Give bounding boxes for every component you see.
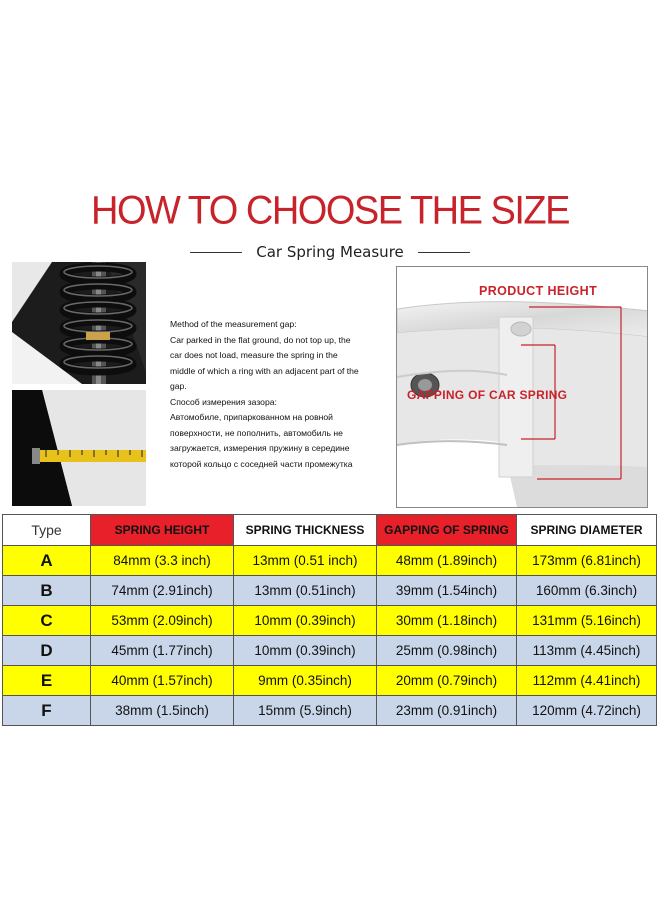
row-gapping: 30mm (1.18inch)	[377, 606, 517, 636]
row-type: F	[3, 696, 91, 726]
method-line: Car parked in the flat ground, do not top up, the	[170, 334, 351, 345]
subtitle-divider-left	[190, 252, 242, 253]
page-title: HOW TO CHOOSE THE SIZE	[91, 188, 569, 234]
header-spring-thickness: SPRING THICKNESS	[234, 515, 377, 546]
row-diameter: 120mm (4.72inch)	[517, 696, 657, 726]
product-height-label: PRODUCT HEIGHT	[479, 284, 598, 298]
spring-photo	[12, 262, 146, 384]
method-line: Автомобиле, припаркованном на ровной	[170, 412, 333, 422]
row-spring-height: 45mm (1.77inch)	[91, 636, 234, 666]
row-diameter: 160mm (6.3inch)	[517, 576, 657, 606]
method-line: car does not load, measure the spring in the	[170, 350, 338, 360]
row-type: E	[3, 666, 91, 696]
row-spring-height: 84mm (3.3 inch)	[91, 546, 234, 576]
row-type: D	[3, 636, 91, 666]
method-line: Способ измерения зазора:	[170, 396, 277, 407]
size-table	[2, 514, 657, 726]
table-row	[3, 546, 657, 576]
coil-spring-icon	[12, 262, 146, 384]
header-type: Type	[3, 515, 91, 546]
row-spring-thickness: 15mm (5.9inch)	[234, 696, 377, 726]
header-spring-diameter: SPRING DIAMETER	[517, 515, 657, 546]
row-spring-thickness: 10mm (0.39inch)	[234, 606, 377, 636]
method-line: middle of which a ring with an adjacent part of the	[170, 365, 359, 376]
row-diameter: 131mm (5.16inch)	[517, 606, 657, 636]
row-type: B	[3, 576, 91, 606]
table-header-row	[3, 515, 657, 546]
row-gapping: 39mm (1.54inch)	[377, 576, 517, 606]
table-row	[3, 666, 657, 696]
row-type: A	[3, 546, 91, 576]
row-spring-height: 40mm (1.57inch)	[91, 666, 234, 696]
row-diameter: 112mm (4.41inch)	[517, 666, 657, 696]
header-spring-height: SPRING HEIGHT	[91, 515, 234, 546]
row-spring-thickness: 13mm (0.51inch)	[234, 576, 377, 606]
method-line: поверхности, не пополнить, автомобиль не	[170, 427, 343, 438]
row-diameter: 113mm (4.45inch)	[517, 636, 657, 666]
spring-spacer-diagram	[396, 266, 648, 508]
row-spring-thickness: 13mm (0.51 inch)	[234, 546, 377, 576]
row-gapping: 23mm (0.91inch)	[377, 696, 517, 726]
method-line: загружается, измерения пружину в середине	[170, 443, 350, 453]
tape-measure-photo	[12, 390, 146, 506]
row-gapping: 25mm (0.98inch)	[377, 636, 517, 666]
row-spring-height: 74mm (2.91inch)	[91, 576, 234, 606]
table-row	[3, 576, 657, 606]
table-row	[3, 636, 657, 666]
header-gapping-of-spring: GAPPING OF SPRING	[377, 515, 517, 546]
subtitle-divider-right	[418, 252, 470, 253]
gapping-label: GAPPING OF CAR SPRING	[407, 388, 568, 402]
row-gapping: 48mm (1.89inch)	[377, 546, 517, 576]
method-line: Method of the measurement gap:	[170, 319, 297, 329]
measurement-method-text	[170, 317, 392, 472]
row-spring-height: 53mm (2.09inch)	[91, 606, 234, 636]
row-spring-height: 38mm (1.5inch)	[91, 696, 234, 726]
row-diameter: 173mm (6.81inch)	[517, 546, 657, 576]
tape-measure-icon	[12, 390, 146, 506]
method-line: которой кольцо с соседней части промежутка	[170, 458, 353, 469]
row-spring-thickness: 10mm (0.39inch)	[234, 636, 377, 666]
subtitle-row	[190, 242, 470, 262]
subtitle: Car Spring Measure	[256, 243, 404, 261]
row-spring-thickness: 9mm (0.35inch)	[234, 666, 377, 696]
method-line: gap.	[170, 381, 187, 391]
table-row	[3, 696, 657, 726]
row-type: C	[3, 606, 91, 636]
table-row	[3, 606, 657, 636]
row-gapping: 20mm (0.79inch)	[377, 666, 517, 696]
